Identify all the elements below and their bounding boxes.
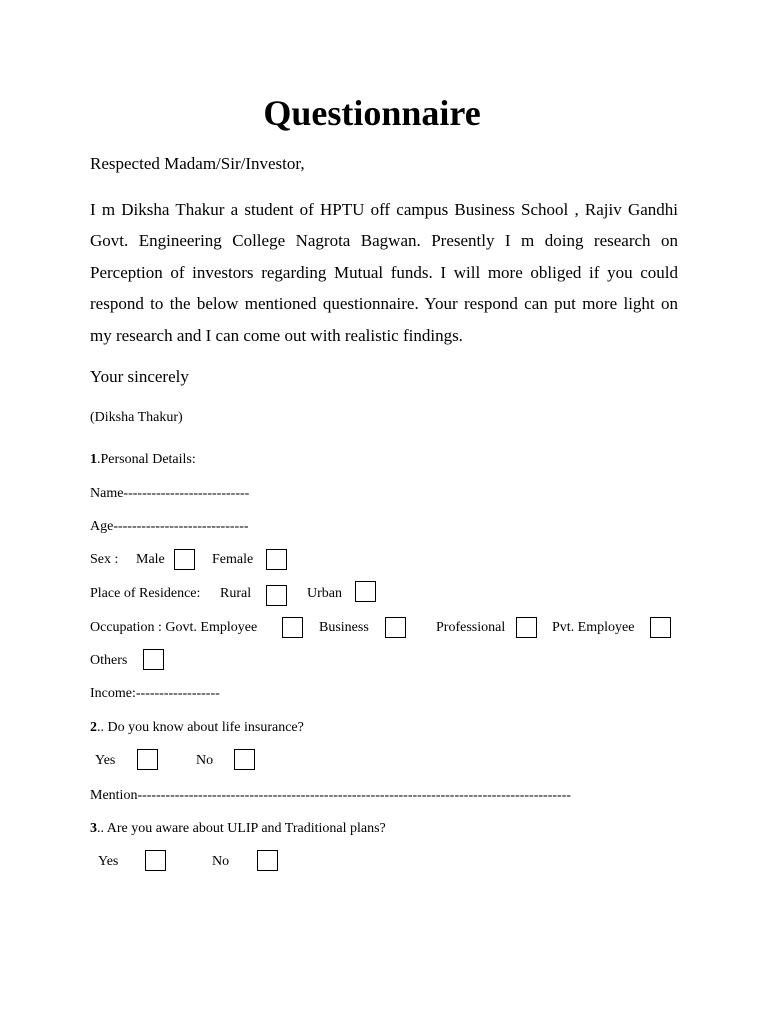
section-number: 1 — [90, 452, 97, 467]
page-title: Questionnaire — [263, 93, 481, 133]
residence-label: Place of Residence: — [90, 586, 201, 601]
salutation: Respected Madam/Sir/Investor, — [90, 154, 305, 173]
q2-no-checkbox[interactable] — [234, 749, 255, 770]
sex-option-male: Male — [136, 552, 165, 567]
q3-no-checkbox[interactable] — [257, 850, 278, 871]
occupation-option-business: Business — [319, 620, 369, 635]
name-field[interactable]: Name--------------------------- — [90, 486, 250, 501]
section-title: .Personal Details: — [97, 452, 196, 467]
intro-paragraph — [90, 194, 678, 351]
residence-option-rural: Rural — [220, 586, 252, 601]
q3-yes-label: Yes — [98, 854, 119, 869]
occupation-label: Occupation : Govt. Employee — [90, 620, 258, 635]
signature: (Diksha Thakur) — [90, 410, 183, 425]
q2-no-label: No — [196, 753, 214, 768]
occupation-pvt-employee-checkbox[interactable] — [650, 617, 671, 638]
occupation-option-professional: Professional — [436, 620, 506, 635]
occupation-business-checkbox[interactable] — [385, 617, 406, 638]
income-field[interactable]: Income:------------------ — [90, 686, 220, 701]
occupation-govt-employee-checkbox[interactable] — [282, 617, 303, 638]
intro-text: I m Diksha Thakur a student of HPTU off campus Business School , Rajiv Gandhi Govt. Engineering College Nagrota Bagwan. Presently I m doing research on Perception of investors regarding Mutual funds. I will more obliged if you could respond to the below mentioned questionnaire. Your respond can put more light on my research and I can come out with realistic findings. — [90, 200, 678, 345]
sex-option-female: Female — [212, 552, 254, 567]
sex-male-checkbox[interactable] — [174, 549, 195, 570]
occupation-option-others: Others — [90, 653, 128, 668]
closing: Your sincerely — [90, 367, 189, 386]
q3-yes-checkbox[interactable] — [145, 850, 166, 871]
question-3 — [90, 821, 386, 837]
residence-rural-checkbox[interactable] — [266, 585, 287, 606]
q3-no-label: No — [212, 854, 230, 869]
mention-field[interactable]: Mention--------------------------------------------------------------------------------------------- — [90, 788, 572, 803]
question-3-number: 3 — [90, 821, 97, 836]
section-personal-details — [90, 452, 196, 468]
residence-urban-checkbox[interactable] — [355, 581, 376, 602]
occupation-professional-checkbox[interactable] — [516, 617, 537, 638]
sex-label: Sex : — [90, 552, 119, 567]
residence-option-urban: Urban — [307, 586, 342, 601]
q2-yes-label: Yes — [95, 753, 116, 768]
question-2 — [90, 720, 304, 736]
sex-female-checkbox[interactable] — [266, 549, 287, 570]
occupation-option-pvt-employee: Pvt. Employee — [552, 620, 635, 635]
question-3-text: .. Are you aware about ULIP and Traditional plans? — [97, 821, 386, 836]
question-2-text: .. Do you know about life insurance? — [97, 720, 304, 735]
question-2-number: 2 — [90, 720, 97, 735]
q2-yes-checkbox[interactable] — [137, 749, 158, 770]
occupation-others-checkbox[interactable] — [143, 649, 164, 670]
age-field[interactable]: Age----------------------------- — [90, 519, 249, 534]
